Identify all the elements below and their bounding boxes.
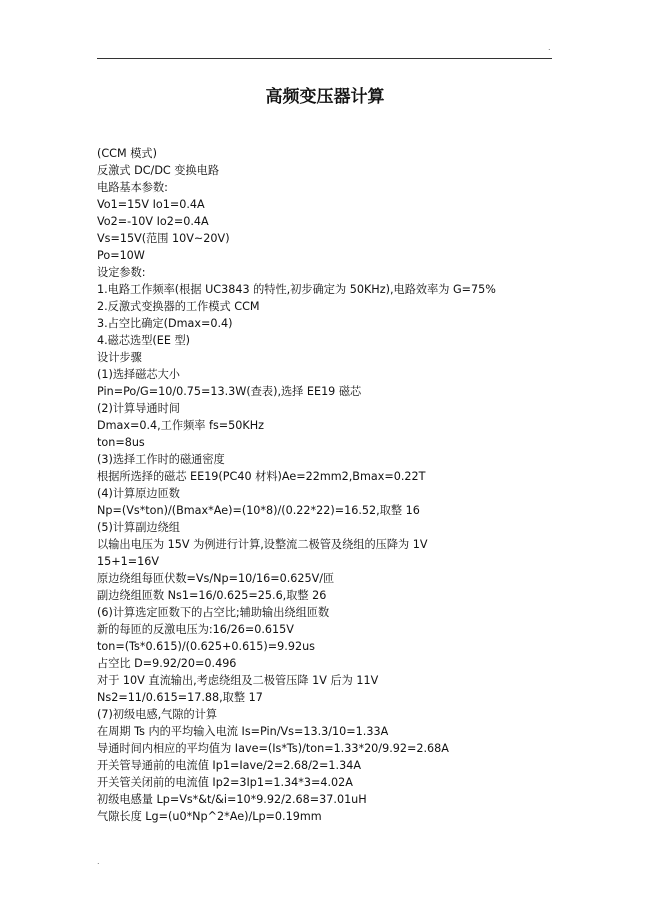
footer-mark: . [97,857,100,866]
text-line: 根据所选择的磁芯 EE19(PC40 材料)Ae=22mm2,Bmax=0.22T [97,470,426,483]
text-line: 15+1=16V [97,555,159,568]
text-line: Np=(Vs*ton)/(Bmax*Ae)=(10*8)/(0.22*22)=16.52,取整 16 [97,504,420,517]
text-line: (7)初级电感,气隙的计算 [97,708,218,721]
text-line: ton=(Ts*0.615)/(0.625+0.615)=9.92us [97,640,315,653]
text-line: Vo2=-10V Io2=0.4A [97,215,209,228]
text-line: Vo1=15V Io1=0.4A [97,198,205,211]
text-line: Dmax=0.4,工作频率 fs=50KHz [97,419,265,432]
text-line: Vs=15V(范围 10V~20V) [97,232,230,245]
text-line: (3)选择工作时的磁通密度 [97,453,225,466]
text-line: 以输出电压为 15V 为例进行计算,设整流二极管及绕组的压降为 1V [97,538,428,551]
text-line: 3.占空比确定(Dmax=0.4) [97,317,233,330]
text-line: 1.电路工作频率(根据 UC3843 的特性,初步确定为 50KHz),电路效率为 G=75% [97,283,496,296]
header-mark: . [548,43,551,52]
text-line: 占空比 D=9.92/20=0.496 [97,657,237,670]
text-line: 设定参数: [97,266,146,279]
text-line: 对于 10V 直流输出,考虑绕组及二极管压降 1V 后为 11V [97,674,379,687]
text-line: 副边绕组匝数 Ns1=16/0.625=25.6,取整 26 [97,589,327,602]
document-body [97,145,557,825]
text-line: 2.反激式变换器的工作模式 CCM [97,300,260,313]
text-line: (4)计算原边匝数 [97,487,180,500]
text-line: 设计步骤 [97,351,142,364]
text-line: 4.磁芯选型(EE 型) [97,334,191,347]
text-line: 在周期 Ts 内的平均输入电流 Is=Pin/Vs=13.3/10=1.33A [97,725,389,738]
text-line: (6)计算选定匝数下的占空比;辅助输出绕组匝数 [97,606,330,619]
text-line: Pin=Po/G=10/0.75=13.3W(查表),选择 EE19 磁芯 [97,385,362,398]
text-line: 开关管导通前的电流值 Ip1=Iave/2=2.68/2=1.34A [97,759,361,772]
text-line: ton=8us [97,436,145,449]
text-line: 气隙长度 Lg=(u0*Np^2*Ae)/Lp=0.19mm [97,810,322,823]
text-line: 电路基本参数: [97,181,168,194]
text-line: Ns2=11/0.615=17.88,取整 17 [97,691,263,704]
text-line: 开关管关闭前的电流值 Ip2=3Ip1=1.34*3=4.02A [97,776,353,789]
text-line: Po=10W [97,249,145,262]
text-line: (CCM 模式) [97,147,157,160]
text-line: 导通时间内相应的平均值为 Iave=(Is*Ts)/ton=1.33*20/9.92=2.68A [97,742,449,755]
header-rule [97,58,552,59]
text-line: (2)计算导通时间 [97,402,180,415]
text-line: 新的每匝的反激电压为:16/26=0.615V [97,623,294,636]
text-line: (5)计算副边绕组 [97,521,180,534]
text-line: 反激式 DC/DC 变换电路 [97,164,220,177]
text-line: 初级电感量 Lp=Vs*&t/&i=10*9.92/2.68=37.01uH [97,793,367,806]
document-title: 高频变压器计算 [265,87,385,107]
text-line: (1)选择磁芯大小 [97,368,180,381]
text-line: 原边绕组每匝伏数=Vs/Np=10/16=0.625V/匝 [97,572,335,585]
